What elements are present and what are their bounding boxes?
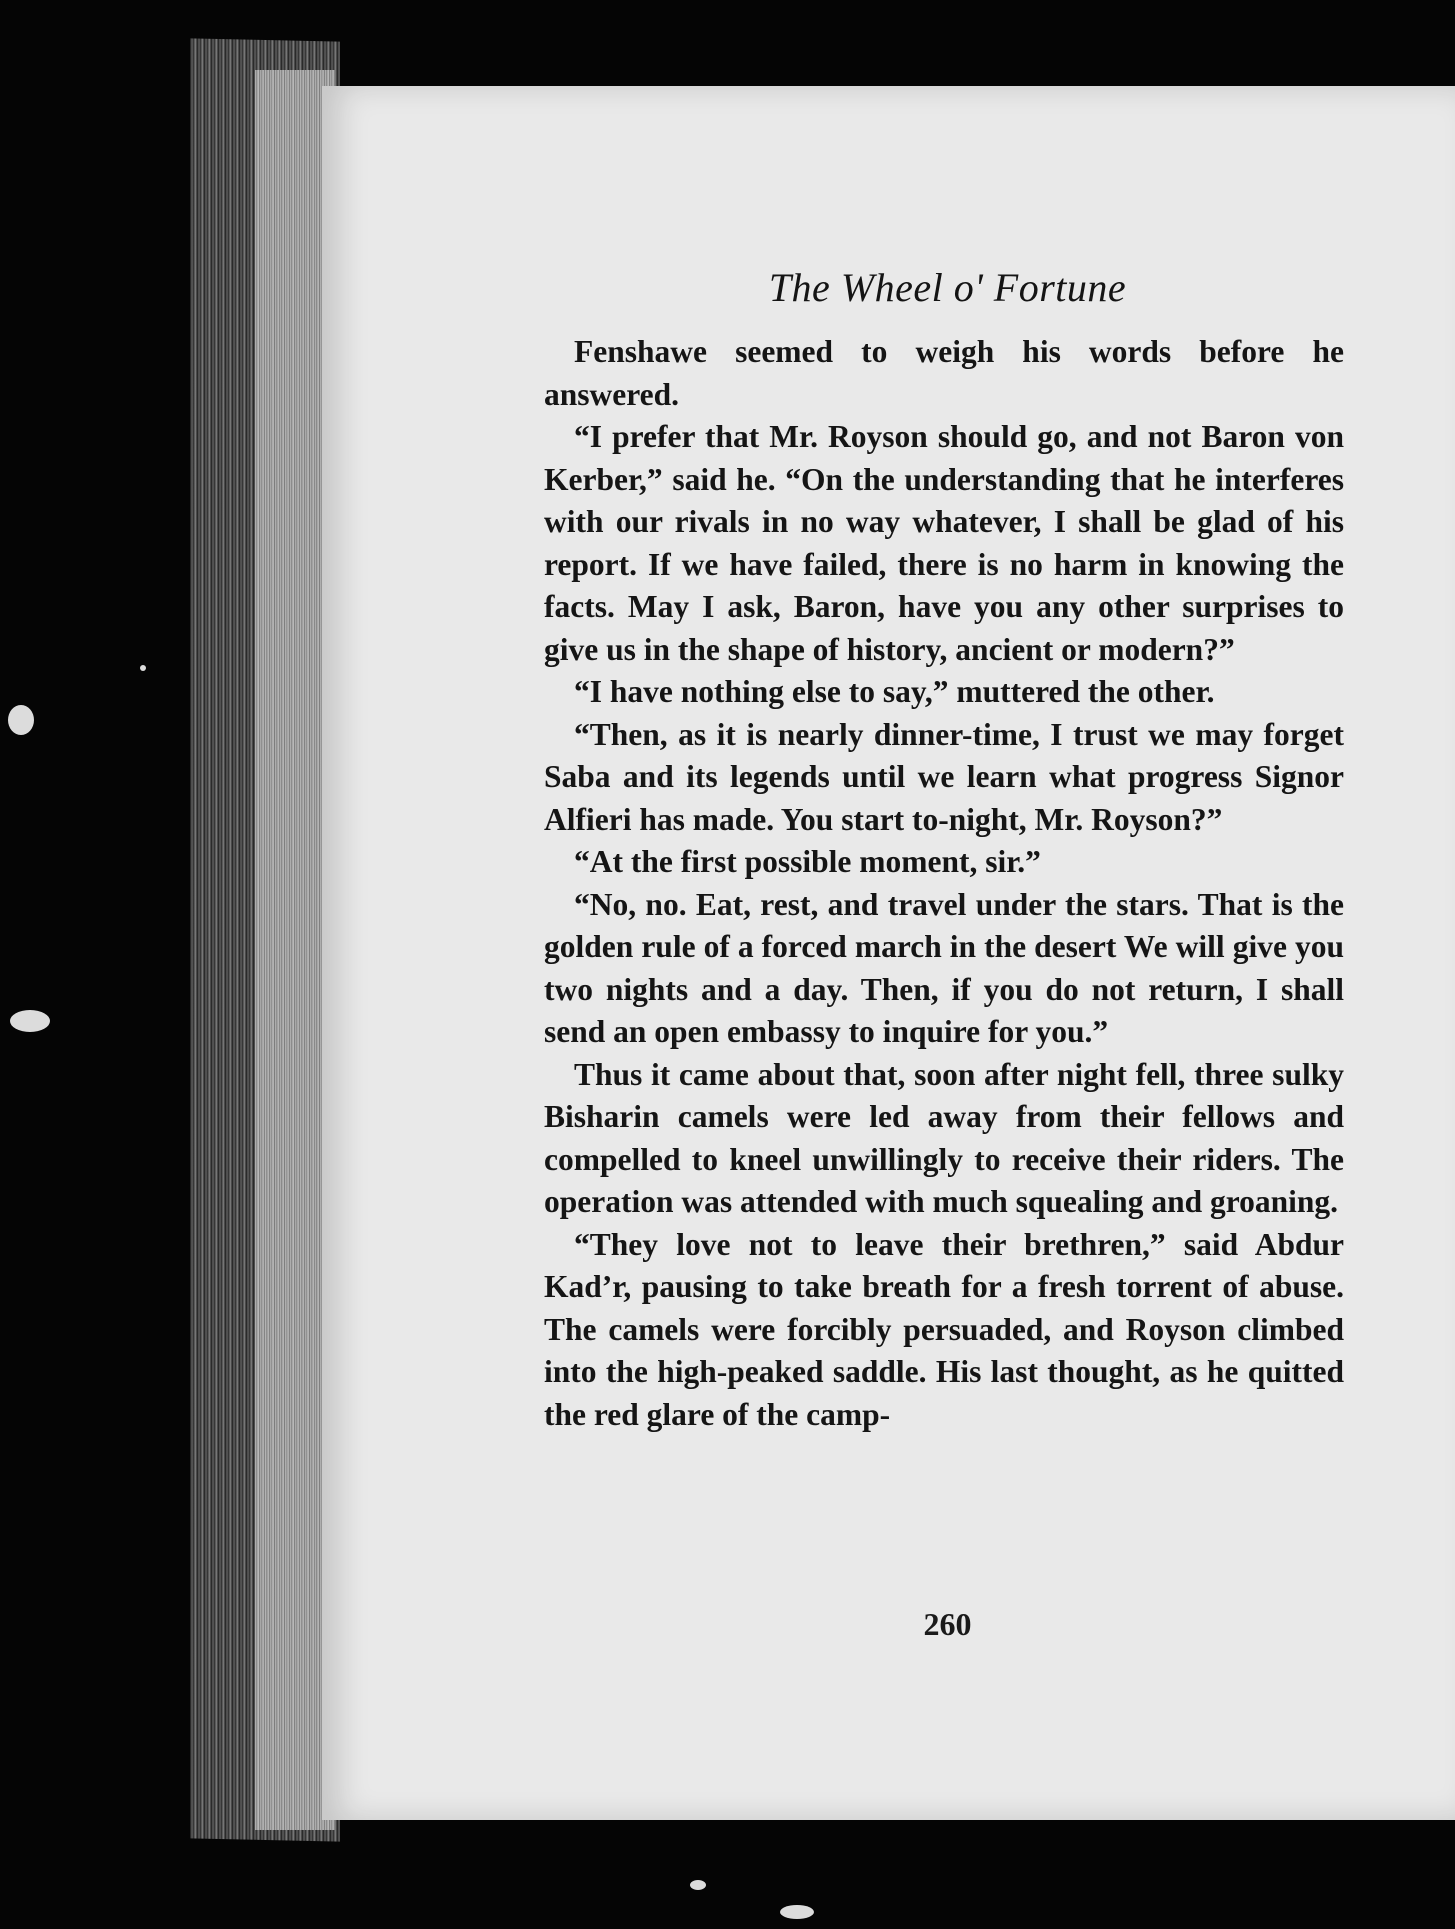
- paragraph: “No, no. Eat, rest, and travel under the stars. That is the golden rule of a forced march in the desert We will give you two nights and a day. Then, if you do not return, I shall send an open embassy to inquire for you.”: [544, 886, 1344, 1049]
- paragraph: “At the first possible moment, sir.”: [574, 844, 1041, 879]
- page-number: 260: [923, 1606, 972, 1642]
- paragraph: “I prefer that Mr. Royson should go, and not Baron von Kerber,” said he. “On the understanding that he interferes with our rivals in no way whatever, I shall be glad of his report. If we have failed, there is no harm in knowing the facts. May I ask, Baron, have you any other surprises to give us in the shape of history, ancient or modern?”: [544, 419, 1344, 667]
- dust-speck: [140, 665, 146, 671]
- dust-speck: [690, 1880, 706, 1890]
- dust-speck: [780, 1905, 814, 1919]
- paragraph: Fenshawe seemed to weigh his words before he answered.: [544, 334, 1344, 412]
- paragraph: Thus it came about that, soon after night fell, three sulky Bisharin camels were led away from their fellows and compelled to kneel unwillingly to receive their riders. The operation was attended with much squealing and groaning.: [544, 1056, 1344, 1219]
- body-text: [544, 331, 1344, 1436]
- dust-speck: [8, 705, 34, 735]
- dust-speck: [10, 1010, 50, 1032]
- paragraph: “They love not to leave their brethren,” said Abdur Kad’r, pausing to take breath for a fresh torrent of abuse. The camels were forcibly persuaded, and Royson climbed into the high-peaked saddle. His last thought, as he quitted the red glare of the camp-: [544, 1226, 1344, 1432]
- running-head: The Wheel o' Fortune: [768, 265, 1127, 310]
- paragraph: “Then, as it is nearly dinner-time, I trust we may forget Saba and its legends until we learn what progress Signor Alfieri has made. You start to-night, Mr. Royson?”: [544, 716, 1344, 837]
- paragraph: “I have nothing else to say,” muttered the other.: [574, 674, 1215, 709]
- book-page: [322, 86, 1455, 1820]
